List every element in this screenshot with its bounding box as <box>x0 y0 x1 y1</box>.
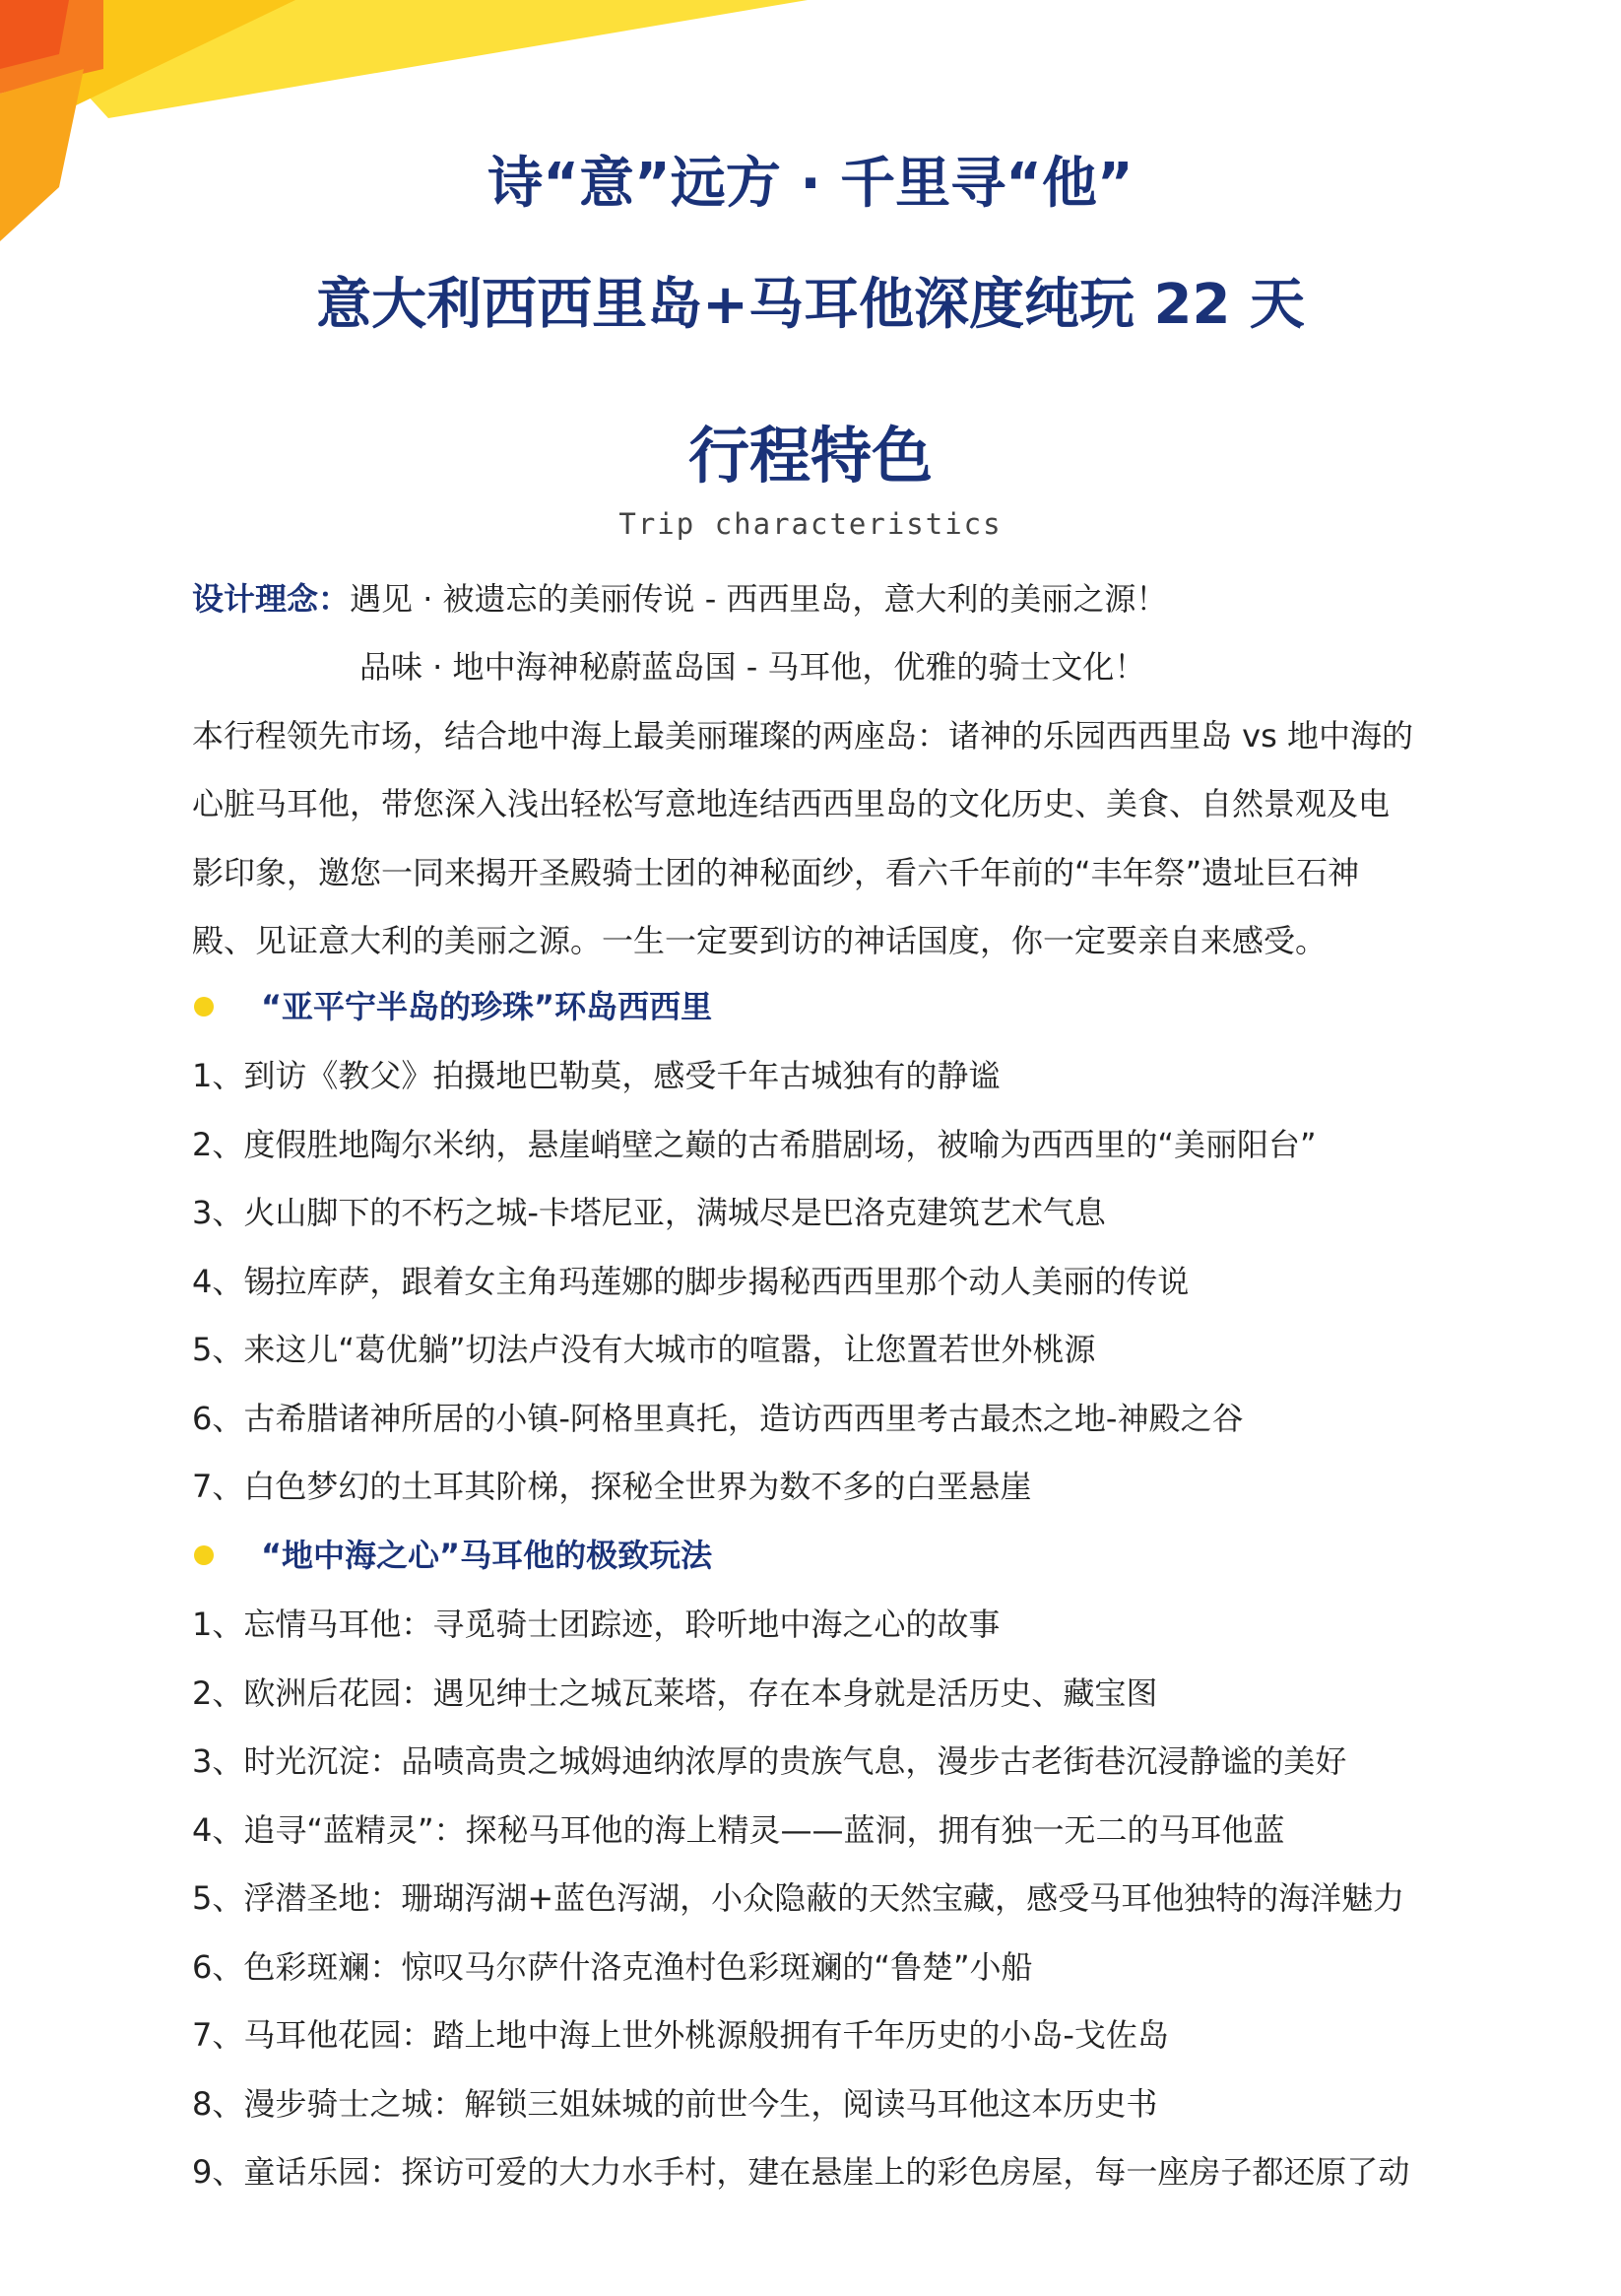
intro-line: 心脏马耳他，带您深入浅出轻松写意地连结西西里岛的文化历史、美食、自然景观及电 <box>192 785 1391 822</box>
bullet-dot-icon <box>194 1545 214 1565</box>
malta-section-title: “地中海之心”马耳他的极致玩法 <box>261 1537 713 1574</box>
malta-item: 9、童话乐园：探访可爱的大力水手村，建在悬崖上的彩色房屋，每一座房子都还原了动 <box>192 2153 1410 2191</box>
section-subtitle: Trip characteristics <box>618 507 1003 541</box>
intro-line: 殿、见证意大利的美丽之源。一生一定要到访的神话国度，你一定要亲自来感受。 <box>192 922 1328 959</box>
malta-item: 3、时光沉淀：品啧高贵之城姆迪纳浓厚的贵族气息，漫步古老街巷沉浸静谧的美好 <box>192 1742 1347 1780</box>
design-concept-line1 <box>192 576 1472 622</box>
bullet-dot-icon <box>194 997 214 1017</box>
sicily-section-title: “亚平宁半岛的珍珠”环岛西西里 <box>261 988 713 1025</box>
sicily-item: 2、度假胜地陶尔米纳，悬崖峭壁之巅的古希腊剧场，被喻为西西里的“美丽阳台” <box>192 1126 1317 1163</box>
malta-item: 7、马耳他花园：踏上地中海上世外桃源般拥有千年历史的小岛-戈佐岛 <box>192 2016 1169 2054</box>
design-concept-line2: 品味 · 地中海神秘蔚蓝岛国 - 马耳他，优雅的骑士文化！ <box>359 648 1146 686</box>
malta-item: 5、浮潜圣地：珊瑚泻湖+蓝色泻湖，小众隐蔽的天然宝藏，感受马耳他独特的海洋魅力 <box>192 1879 1405 1917</box>
sicily-item: 4、锡拉库萨，跟着女主角玛莲娜的脚步揭秘西西里那个动人美丽的传说 <box>192 1263 1190 1300</box>
malta-item: 1、忘情马耳他：寻觅骑士团踪迹，聆听地中海之心的故事 <box>192 1606 1001 1643</box>
malta-item: 8、漫步骑士之城：解锁三姐妹城的前世今生，阅读马耳他这本历史书 <box>192 2085 1158 2123</box>
intro-line: 本行程领先市场，结合地中海上最美丽璀璨的两座岛：诸神的乐园西西里岛 vs 地中海的 <box>192 717 1413 754</box>
malta-item: 6、色彩斑斓：惊叹马尔萨什洛克渔村色彩斑斓的“鲁楚”小船 <box>192 1948 1033 1986</box>
section-title: 行程特色 <box>687 420 933 492</box>
sicily-item: 1、到访《教父》拍摄地巴勒莫，感受千年古城独有的静谧 <box>192 1057 1001 1094</box>
intro-line: 影印象，邀您一同来揭开圣殿骑士团的神秘面纱，看六千年前的“丰年祭”遗址巨石神 <box>192 854 1360 891</box>
sicily-item: 7、白色梦幻的土耳其阶梯，探秘全世界为数不多的白垩悬崖 <box>192 1468 1032 1505</box>
main-title-line2: 意大利西西里岛+马耳他深度纯玩 22 天 <box>316 273 1305 337</box>
design-concept-text1: 遇见 · 被遗忘的美丽传说 - 西西里岛，意大利的美丽之源！ <box>350 580 1168 618</box>
design-concept-label: 设计理念： <box>192 580 351 618</box>
main-title-line1: 诗“意”远方 · 千里寻“他” <box>487 152 1134 216</box>
malta-item: 2、欧洲后花园：遇见绅士之城瓦莱塔，存在本身就是活历史、藏宝图 <box>192 1674 1158 1712</box>
malta-item: 4、追寻“蓝精灵”：探秘马耳他的海上精灵——蓝洞，拥有独一无二的马耳他蓝 <box>192 1811 1285 1849</box>
sicily-item: 5、来这儿“葛优躺”切法卢没有大城市的喧嚣，让您置若世外桃源 <box>192 1331 1096 1368</box>
sicily-item: 3、火山脚下的不朽之城-卡塔尼亚，满城尽是巴洛克建筑艺术气息 <box>192 1194 1106 1231</box>
sicily-item: 6、古希腊诸神所居的小镇-阿格里真托，造访西西里考古最杰之地-神殿之谷 <box>192 1400 1244 1437</box>
